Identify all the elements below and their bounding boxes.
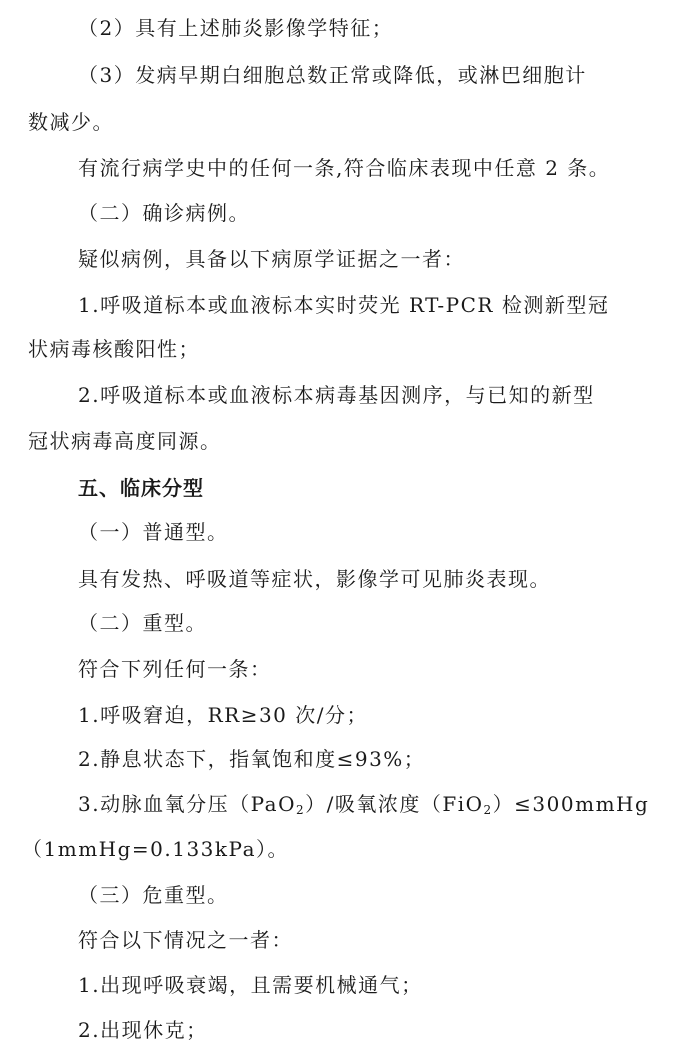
section-heading: 五、临床分型 (78, 476, 204, 500)
paragraph-line: （3）发病早期白细胞总数正常或降低，或淋巴细胞计 (78, 63, 587, 87)
paragraph-line: 有流行病学史中的任何一条,符合临床表现中任意 2 条。 (78, 156, 611, 180)
section-subheading: （二）确诊病例。 (78, 201, 250, 225)
paragraph-line: 1.出现呼吸衰竭，且需要机械通气； (78, 973, 423, 997)
paragraph-line: （2）具有上述肺炎影像学特征； (78, 16, 394, 40)
formula-line: 3.动脉血氧分压（PaO$_2$）/吸氧浓度（FiO$_2$）≤300mmHg (78, 792, 650, 817)
section-subheading: （一）普通型。 (78, 520, 229, 544)
paragraph-line: 2.出现休克； (78, 1018, 208, 1042)
paragraph-line: 具有发热、呼吸道等症状，影像学可见肺炎表现。 (78, 567, 551, 591)
section-subheading: （二）重型。 (78, 611, 207, 635)
paragraph-line: 状病毒核酸阳性； (28, 337, 200, 361)
paragraph-line: 符合以下情况之一者： (78, 928, 293, 952)
paragraph-line: 符合下列任何一条： (78, 657, 272, 681)
section-subheading: （三）危重型。 (78, 883, 229, 907)
paragraph-line: 1.呼吸窘迫，RR≥30 次/分； (78, 703, 369, 727)
paragraph-line: 冠状病毒高度同源。 (28, 429, 222, 453)
paragraph-line: （1mmHg=0.133kPa）。 (22, 837, 290, 861)
paragraph-line: 疑似病例，具备以下病原学证据之一者： (78, 247, 465, 271)
paragraph-line: 1.呼吸道标本或血液标本实时荧光 RT-PCR 检测新型冠 (78, 293, 610, 317)
paragraph-line: 2.静息状态下，指氧饱和度≤93%； (78, 747, 426, 771)
paragraph-line: 数减少。 (28, 110, 114, 134)
paragraph-line: 2.呼吸道标本或血液标本病毒基因测序，与已知的新型 (78, 383, 595, 407)
